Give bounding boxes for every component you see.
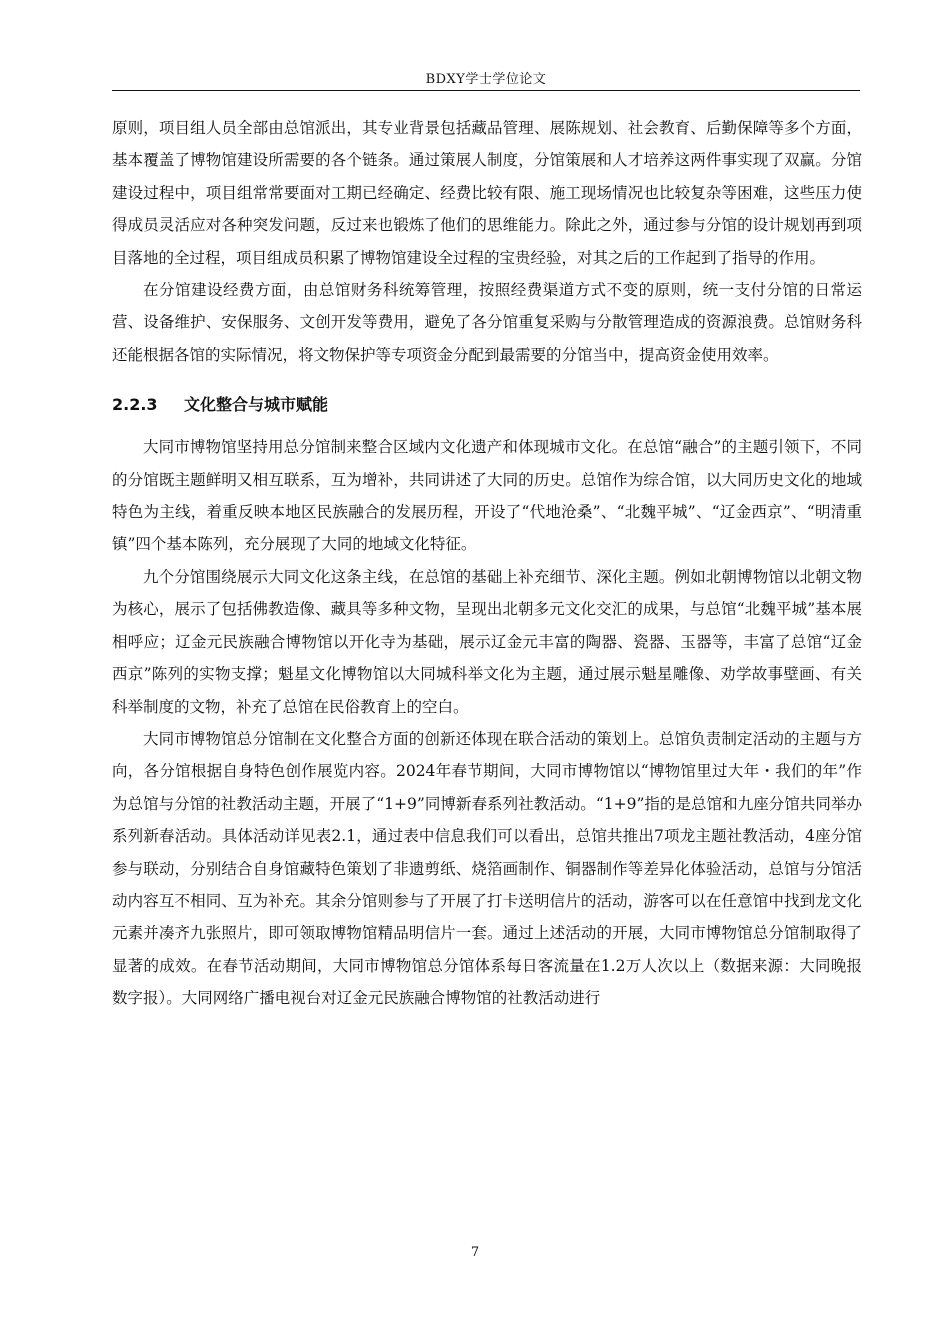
- header-rule: [112, 90, 860, 91]
- page-body: [112, 112, 862, 1015]
- paragraph: 大同市博物馆总分馆制在文化整合方面的创新还体现在联合活动的策划上。总馆负责制定活动的主题与方向，各分馆根据自身特色创作展览内容。2024年春节期间，大同市博物馆以“博物馆里过大年・我们的年”作为总馆与分馆的社教活动主题，开展了“1+9”同博新春系列社教活动。“1+9”指的是总馆和九座分馆共同举办系列新春活动。具体活动详见表2.1，通过表中信息我们可以看出，总馆共推出7项龙主题社教活动，4座分馆参与联动，分别结合自身馆藏特色策划了非遗剪纸、烧箔画制作、铜器制作等差异化体验活动，总馆与分馆活动内容互不相同、互为补充。其余分馆则参与了开展了打卡送明信片的活动，游客可以在任意馆中找到龙文化元素并凑齐九张照片，即可领取博物馆精品明信片一套。通过上述活动的开展，大同市博物馆总分馆制取得了显著的成效。在春节活动期间，大同市博物馆总分馆体系每日客流量在1.2万人次以上（数据来源：大同晚报数字报）。大同网络广播电视台对辽金元民族融合博物馆的社教活动进行: [112, 729, 862, 1008]
- paragraph: 大同市博物馆坚持用总分馆制来整合区域内文化遗产和体现城市文化。在总馆“融合”的主题引领下，不同的分馆既主题鲜明又相互联系，互为增补，共同讲述了大同的历史。总馆作为综合馆，以大同历史文化的地域特色为主线，着重反映本地区民族融合的发展历程，开设了“代地沧桑”、“北魏平城”、“辽金西京”、“明清重镇”四个基本陈列，充分展现了大同的地域文化特征。: [112, 438, 862, 554]
- running-header: BDXY学士学位论文: [425, 72, 547, 87]
- section-title: 文化整合与城市赋能: [184, 395, 329, 415]
- paragraph: 九个分馆围绕展示大同文化这条主线，在总馆的基础上补充细节、深化主题。例如北朝博物馆以北朝文物为核心，展示了包括佛教造像、藏具等多种文物，呈现出北朝多元文化交汇的成果，与总馆“北魏平城”基本展相呼应；辽金元民族融合博物馆以开化寺为基础，展示辽金元丰富的陶器、瓷器、玉器等，丰富了总馆“辽金西京”陈列的实物支撑；魁星文化博物馆以大同城科举文化为主题，通过展示魁星雕像、劝学故事壁画、有关科举制度的文物，补充了总馆在民俗教育上的空白。: [112, 567, 862, 716]
- page-number: 7: [470, 1245, 480, 1260]
- section-number: 2.2.3: [112, 395, 158, 415]
- section-heading: [112, 393, 862, 417]
- paragraph: 原则，项目组人员全部由总馆派出，其专业背景包括藏品管理、展陈规划、社会教育、后勤保障等多个方面，基本覆盖了博物馆建设所需要的各个链条。通过策展人制度，分馆策展和人才培养这两件事实现了双赢。分馆建设过程中，项目组常常要面对工期已经确定、经费比较有限、施工现场情况也比较复杂等困难，这些压力使得成员灵活应对各种突发问题，反过来也锻炼了他们的思维能力。除此之外，通过参与分馆的设计规划再到项目落地的全过程，项目组成员积累了博物馆建设全过程的宝贵经验，对其之后的工作起到了指导的作用。: [112, 119, 862, 267]
- paragraph: 在分馆建设经费方面，由总馆财务科统筹管理，按照经费渠道方式不变的原则，统一支付分馆的日常运营、设备维护、安保服务、文创开发等费用，避免了各分馆重复采购与分散管理造成的资源浪费。总馆财务科还能根据各馆的实际情况，将文物保护等专项资金分配到最需要的分馆当中，提高资金使用效率。: [112, 281, 862, 364]
